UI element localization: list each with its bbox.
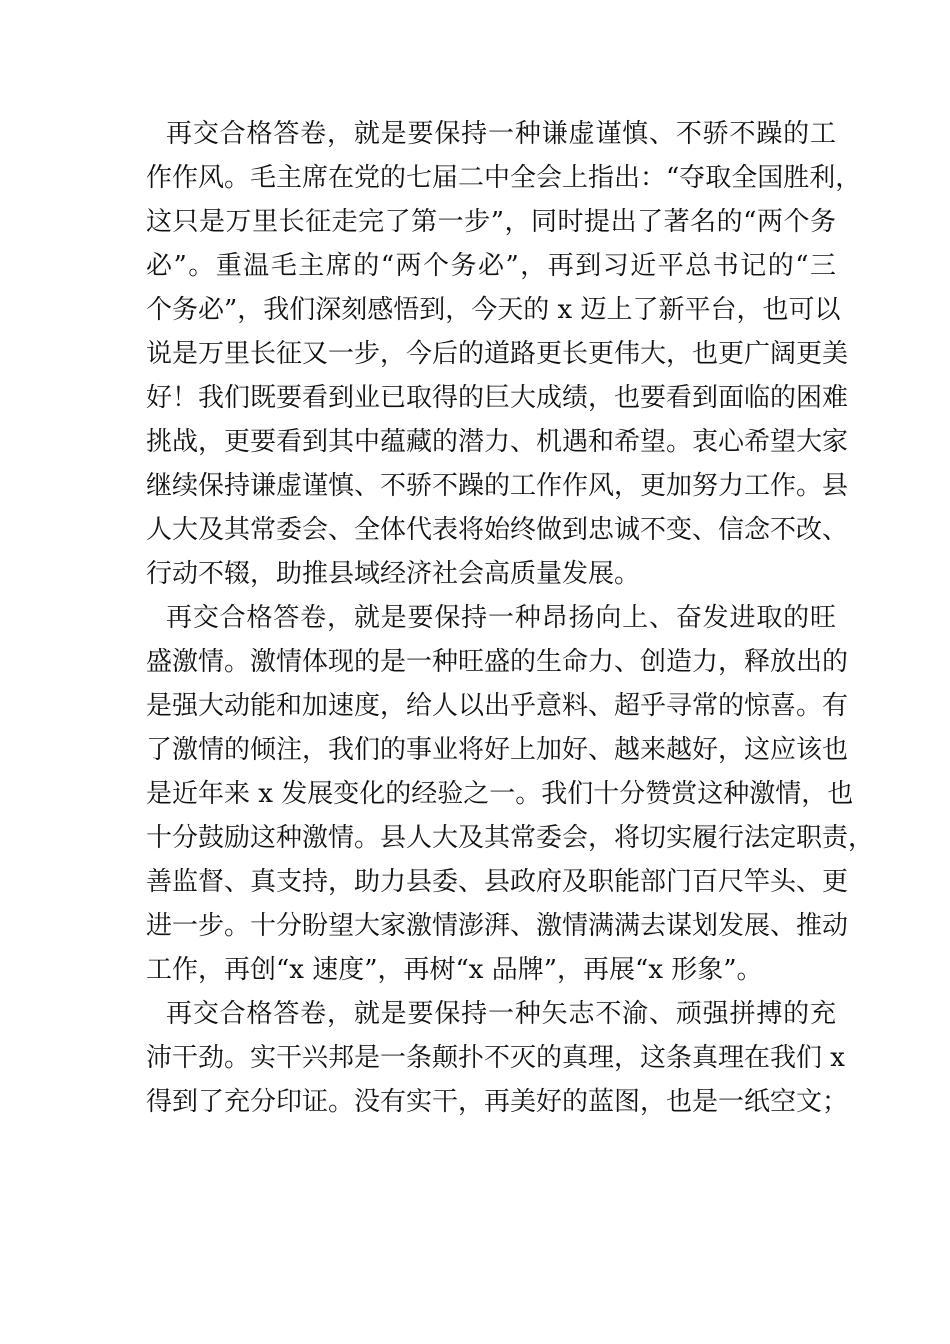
text-line: 了激情的倾注，我们的事业将好上加好、越来越好，这应该也 xyxy=(146,735,849,765)
text-line: 作作风。毛主席在党的七届二中全会上指出：“夺取全国胜利， xyxy=(146,163,862,193)
text-line: 再交合格答卷，就是要保持一种矢志不渝、顽强拼搏的充 xyxy=(166,999,836,1029)
document-body xyxy=(146,112,875,1124)
text-line: 挑战，更要看到其中蕴藏的潜力、机遇和希望。衷心希望大家 xyxy=(146,427,849,457)
text-line: 善监督、真支持，助力县委、县政府及职能部门百尺竿头、更 xyxy=(146,867,849,897)
text-line: 盛激情。激情体现的是一种旺盛的生命力、创造力，释放出的 xyxy=(146,647,849,677)
text-line: 沛干劲。实干兴邦是一条颠扑不灭的真理，这条真理在我们 x xyxy=(146,1043,845,1073)
text-line: 行动不辍，助推县域经济社会高质量发展。 xyxy=(146,559,641,589)
paragraph-3 xyxy=(146,992,849,1124)
text-line: 再交合格答卷，就是要保持一种昂扬向上、奋发进取的旺 xyxy=(166,603,836,633)
text-line: 再交合格答卷，就是要保持一种谦虚谨慎、不骄不躁的工 xyxy=(166,119,836,149)
text-line: 进一步。十分盼望大家激情澎湃、激情满满去谋划发展、推动 xyxy=(146,911,849,941)
text-line: 个务必”，我们深刻感悟到，今天的 x 迈上了新平台，也可以 xyxy=(146,295,841,325)
paragraph-2 xyxy=(146,596,875,992)
text-line: 必”。重温毛主席的“两个务必”，再到习近平总书记的“三 xyxy=(146,251,836,281)
text-line: 继续保持谦虚谨慎、不骄不躁的工作作风，更加努力工作。县 xyxy=(146,471,849,501)
text-line: 得到了充分印证。没有实干，再美好的蓝图，也是一纸空文； xyxy=(146,1087,849,1117)
text-line: 是强大动能和加速度，给人以出乎意料、超乎寻常的惊喜。有 xyxy=(146,691,849,721)
text-line: 好！我们既要看到业已取得的巨大成绩，也要看到面临的困难 xyxy=(146,383,849,413)
text-line: 是近年来 x 发展变化的经验之一。我们十分赞赏这种激情，也 xyxy=(146,779,854,809)
text-line: 这只是万里长征走完了第一步”，同时提出了著名的“两个务 xyxy=(146,207,836,237)
text-line: 说是万里长征又一步，今后的道路更长更伟大，也更广阔更美 xyxy=(146,339,849,369)
text-line: 人大及其常委会、全体代表将始终做到忠诚不变、信念不改、 xyxy=(146,515,849,545)
text-line: 十分鼓励这种激情。县人大及其常委会，将切实履行法定职责， xyxy=(146,823,875,853)
text-line: 工作，再创“x 速度”，再树“x 品牌”，再展“x 形象”。 xyxy=(146,955,763,985)
paragraph-1 xyxy=(146,112,862,596)
